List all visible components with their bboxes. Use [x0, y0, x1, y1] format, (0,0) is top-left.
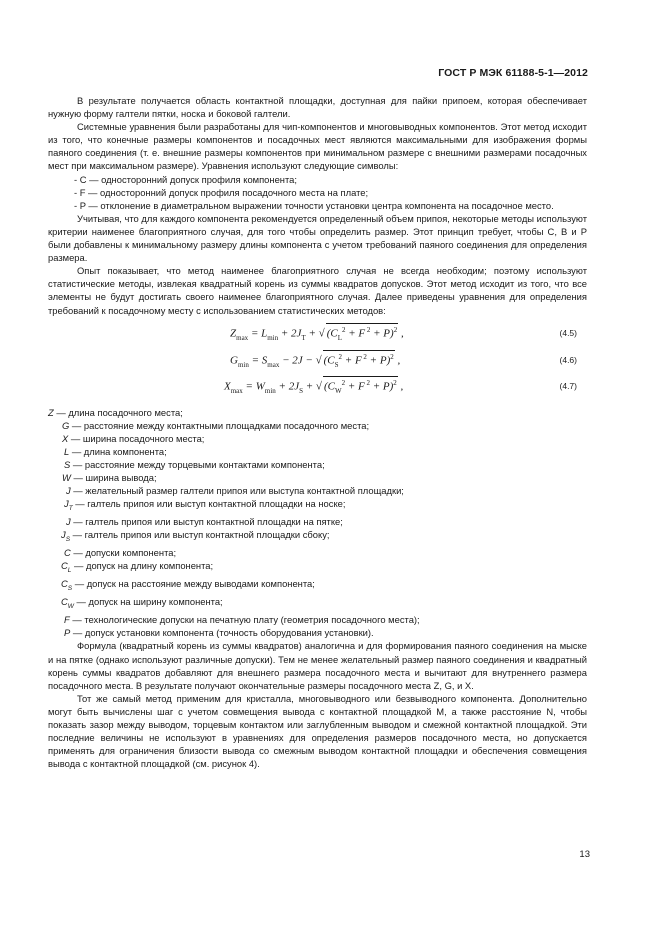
def-symbol: [61, 595, 74, 613]
bullet-c: - C — односторонний допуск профиля компонента;: [74, 173, 297, 185]
def-symbol: X: [62, 432, 69, 444]
page-number: 13: [579, 849, 590, 860]
def-symbol-base: C: [61, 578, 68, 590]
equations-block: [48, 319, 587, 404]
standard-header: ГОСТ Р МЭК 61188-5-1—2012: [438, 67, 588, 79]
def-text: — допуск установки компонента (точность оборудования установки).: [72, 627, 374, 639]
definition-row: [48, 595, 587, 613]
def-text: — галтель припоя или выступ контактной площадки на носке;: [75, 498, 346, 510]
def-text: — желательный размер галтели припоя или выступа контактной площадки;: [73, 485, 404, 497]
definition-row: [48, 559, 587, 577]
def-text: — длина компонента;: [71, 445, 167, 457]
def-symbol-base: C: [61, 560, 68, 572]
def-symbol: [64, 497, 73, 515]
definition-row: [48, 528, 587, 546]
equation-formula: $Z_{max} = L_{min} + 2J_T$ + √ ($C_L^2 + F$ $^2$ + P)$^2$ ,: [230, 323, 404, 345]
definition-row: [48, 471, 587, 484]
definition-row: [48, 419, 587, 432]
paragraph-6: Тот же самый метод применим для кристалла, многовыводного или безвыводного компонента. Дополнительно могут быть вычислены шаг с учетом совмещения вывода с контактной площадкой M, а также расстояние N, чтобы показать зазор между выводом, торцевым контактом или заглубленным выводом и смежной контактной площадкой. Эти последние величины не используют в уравнениях для определения размеров посадочного места, но допускается применять для ограничения близости вывода со смежным выводом контактной площадки и обеспечения совмещения вывода с контактной площадкой (см. рисунок 4).: [48, 692, 587, 770]
definition-row: [48, 497, 587, 515]
def-symbol: S: [64, 458, 71, 470]
definition-row: [48, 626, 587, 639]
def-symbol: [61, 577, 72, 595]
def-text: — галтель припоя или выступ контактной площадки сбоку;: [72, 529, 330, 541]
bullet-p: - P — отклонение в диаметральном выражении точности установки центра компонента на посадочное место.: [74, 199, 554, 211]
def-symbol: G: [62, 419, 70, 431]
def-text: — ширина посадочного места;: [70, 432, 205, 444]
def-symbol-sub: W: [67, 603, 74, 611]
def-symbol: Z: [48, 406, 54, 418]
definition-row: [48, 546, 587, 559]
def-symbol: [61, 528, 70, 546]
symbol-definitions: [48, 406, 587, 640]
def-symbol-sub: S: [67, 585, 73, 593]
definition-row: [48, 484, 587, 497]
def-text: — допуски компонента;: [73, 547, 177, 559]
def-text: — технологические допуски на печатную плату (геометрия посадочного места);: [72, 614, 420, 626]
definition-row: [48, 432, 587, 445]
def-symbol-sub: L: [67, 567, 72, 575]
def-symbol-sub: S: [65, 536, 71, 544]
definition-row: [48, 406, 587, 419]
def-symbol: J: [66, 516, 71, 528]
bullet-f: - F — односторонний допуск профиля посадочного места на плате;: [74, 186, 369, 198]
def-text: — галтель припоя или выступ контактной площадки на пятке;: [73, 516, 343, 528]
definition-row: [48, 515, 587, 528]
def-symbol: [61, 559, 71, 577]
paragraph-5: Формула (квадратный корень из суммы квадратов) аналогична и для формирования паяного соединения на мыске и на пятке (однако используют различные допуски). Тем не менее желательный размер паяного соединения и квадратный корень суммы квадратов добавляют для внешнего размера посадочного места и вычитают для внутреннего размера посадочного места. В результате получают окончательные размеры посадочного места Z, G, и X.: [48, 640, 587, 691]
equation-number: (4.7): [559, 380, 577, 391]
def-symbol-sub: T: [68, 505, 73, 513]
def-text: — длина посадочного места;: [56, 406, 183, 418]
def-symbol: L: [64, 445, 70, 457]
paragraph-1: В результате получается область контактной площадки, доступная для пайки припоем, которая обеспечивает нужную форму галтели пятки, носка и боковой галтели.: [48, 95, 587, 120]
def-symbol: C: [64, 547, 71, 559]
equation-4-6: [48, 350, 587, 372]
def-symbol-base: J: [64, 498, 69, 510]
document-body: [48, 94, 587, 770]
definition-row: [48, 577, 587, 595]
definition-row: [48, 613, 587, 626]
def-symbol-base: C: [61, 596, 68, 608]
def-symbol: W: [62, 472, 71, 484]
def-symbol: J: [66, 485, 71, 497]
paragraph-2: Системные уравнения были разработаны для чип-компонентов и многовыводных компонентов. Этот метод исходит из того, что конечные размеры компонентов и посадочных мест являются максимальными для изображения формы паяного соединения (т. е. внешние размеры компонентов при минимальном размере с внешними размерами посадочных мест при максимальном размере). Уравнения используют следующие символы:: [48, 121, 587, 172]
equation-number: (4.5): [559, 327, 577, 338]
equation-formula: $X_{max} = W_{min} + 2J_S$ + √ ($C_W^2 + F$ $^2$ + P)$^2$ ,: [224, 376, 403, 398]
equation-4-7: [48, 376, 587, 398]
def-text: — допуск на длину компонента;: [74, 560, 214, 572]
definition-row: [48, 445, 587, 458]
def-text: — расстояние между контактными площадками посадочного места;: [71, 419, 370, 431]
def-symbol-base: J: [61, 529, 66, 541]
equation-4-5: [48, 323, 587, 345]
equation-formula: $G_{min} = S_{max} - 2J$ − √ ($C_S^2 + F$ $^2$ + P)$^2$ ,: [230, 350, 400, 372]
def-text: — ширина вывода;: [73, 472, 157, 484]
paragraph-3: Учитывая, что для каждого компонента рекомендуется определенный объем припоя, некоторые методы используют критерии наименее благоприятного случая, для того чтобы определить размер. Этот принцип требует, чтобы C, B и P были добавлены к минимальному размеру длины компонента с учетом требований паяного соединения для определения размера.: [48, 212, 587, 264]
def-symbol: F: [64, 614, 70, 626]
definition-row: [48, 458, 587, 471]
def-text: — расстояние между торцевыми контактами компонента;: [72, 458, 325, 470]
def-text: — допуск на расстояние между выводами компонента;: [74, 578, 315, 590]
def-symbol: P: [64, 627, 71, 639]
equation-number: (4.6): [559, 354, 577, 365]
def-text: — допуск на ширину компонента;: [76, 596, 223, 608]
paragraph-4: Опыт показывает, что метод наименее благоприятного случая не всегда необходим; поэтому используют статистические методы, извлекая квадратный корень из суммы квадратов допусков. Этот метод исходит из того, что все элементы не будут достигать своего наименее благоприятного случая. Далее приведены уравнения для определения требований к посадочному месту с использованием статистических методов:: [48, 265, 587, 316]
